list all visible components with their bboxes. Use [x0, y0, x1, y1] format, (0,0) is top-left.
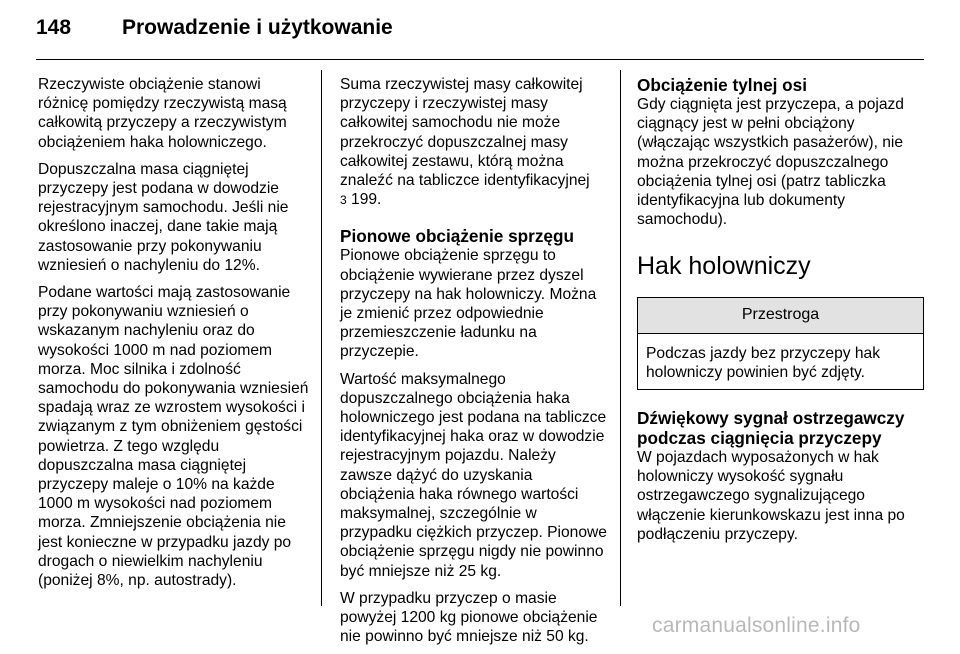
column-divider-2: [620, 70, 621, 606]
paragraph-actual-load: Rzeczywiste obciążenie stanowi różnicę pomiędzy rzeczywistą masą całkowitą przyczepy a rzeczywistym obciążeniem haka holowniczego.: [38, 76, 287, 151]
paragraph-warning-signal: W pojazdach wyposażonych w hak holowniczy wysokość sygnału ostrzegawczego sygnalizującego włączenie kierunkowskazu jest inna po podłączeniu przyczepy.: [637, 449, 905, 543]
page-reference-link[interactable]: 199.: [351, 191, 382, 209]
column-3: [637, 75, 924, 552]
page-reference-icon: 3: [340, 193, 347, 208]
caution-text: Podczas jazdy bez przyczepy hak holowniczy powinien być zdjęty.: [646, 344, 881, 381]
page-number: 148: [36, 16, 72, 39]
combined-mass-text: Suma rzeczywistej masy całkowitej przyczepy i rzeczywistej masy całkowitej samochodu nie może przekroczyć dopuszczalnej masy całkowitej zestawu, którą można znaleźć na tabliczce identyfikacyjnej: [340, 76, 590, 190]
section-heading-vertical-load: Pionowe obciążenie sprzęgu: [340, 226, 574, 247]
column-1: [38, 75, 310, 598]
header-divider: [36, 59, 924, 60]
paragraph-rear-axle: Gdy ciągnięta jest przyczepa, a pojazd ciągnący jest w pełni obciążony (włączając wszystkich pasażerów), nie można przekroczyć dopuszczalnego obciążenia tylnej osi (patrz tabliczka identyfikacyjna lub dokumenty samochodu).: [637, 96, 904, 229]
section-heading-warning-signal: Dźwiękowy sygnał ostrzegawczy podczas ciągnięcia przyczepy: [637, 408, 905, 449]
paragraph-permissible-mass: Dopuszczalna masa ciągniętej przyczepy jest podana w dowodzie rejestracyjnym samochodu. Jeśli nie określono inaczej, dane takie mają zastosowanie przy pokonywaniu wzniesień o nachyleniu do 12%.: [38, 160, 289, 274]
paragraph-max-load: Wartość maksymalnego dopuszczalnego obciążenia haka holowniczego jest podana na tabliczce identyfikacyjnej haka oraz w dowodzie rejestracyjnym pojazdu. Należy zawsze dążyć do uzyskania obciążenia haka równego wartości maksymalnej, szczególnie w przypadku ciężkich przyczep. Pionowe obciążenie sprzęgu nigdy nie powinno być mniejsze niż 25 kg.: [340, 370, 607, 580]
paragraph-combined-mass: [340, 75, 610, 210]
column-divider-1: [321, 70, 322, 606]
paragraph-altitude: Podane wartości mają zastosowanie przy pokonywaniu wzniesień o wskazanym nachyleniu oraz do wysokości 1000 m nad poziomem morza. Moc silnika i zdolność samochodu do pokonywania wzniesień spadają wraz ze wzrostem wysokości i związanym z tym obniżeniem gęstości powietrza. Z tego względu dopuszczalna masa ciągniętej przyczepy maleje o 10% na każde 1000 m wysokości nad poziomem morza. Zmniejszenie obciążenia nie jest konieczne w przypadku jazdy po drogach o niewielkim nachyleniu (poniżej 8%, np. autostrady).: [38, 284, 309, 590]
watermark: carmanualsonline.info: [652, 614, 861, 637]
paragraph-vertical-load: Pionowe obciążenie sprzęgu to obciążenie wywierane przez dyszel przyczepy na hak holowniczy. Można je zmienić przez odpowiednie przemieszczenie ładunku na przyczepie.: [340, 247, 597, 361]
column-2: [340, 75, 610, 654]
section-heading-rear-axle: Obciążenie tylnej osi: [637, 75, 808, 95]
chapter-title: Prowadzenie i użytkowanie: [122, 16, 393, 39]
section-heading-tow-hitch: Hak holowniczy: [637, 252, 811, 281]
caution-box: [637, 297, 924, 390]
page-header: [0, 0, 960, 64]
paragraph-heavy-trailer: W przypadku przyczep o masie powyżej 1200 kg pionowe obciążenie nie powinno być mniejsze niż 50 kg.: [340, 589, 598, 646]
caution-title: Przestroga: [638, 298, 923, 333]
